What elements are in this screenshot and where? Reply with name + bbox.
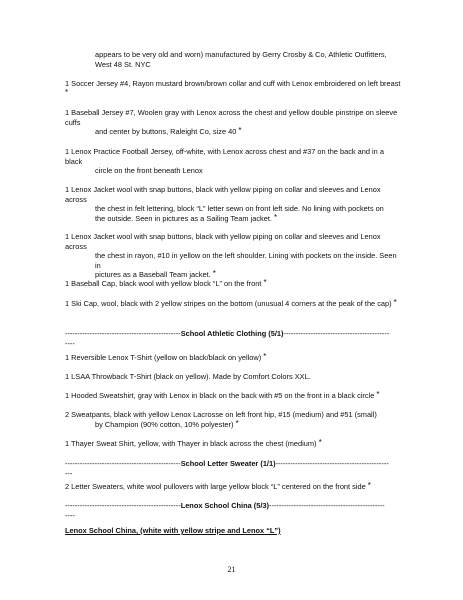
soccer-jersey-text: 1 Soccer Jersey #4, Rayon mustard brown/brown collar and cuff with Lenox embroidered on left breast	[65, 79, 401, 88]
page-number: 21	[227, 565, 236, 574]
section-title-athletic-clothing: School Athletic Clothing (5/1)	[180, 329, 284, 338]
separator-row	[65, 501, 401, 511]
separator-dashes-right: ----------------------------------------------	[275, 459, 389, 468]
thayer-text: 1 Thayer Sweat Shirt, yellow, with Thayer in black across the chest (medium)	[65, 439, 317, 448]
section-title-school-china: Lenox School China (5/3)	[180, 501, 269, 510]
tshirt-text: 1 Reversible Lenox T-Shirt (yellow on black/black on yellow)	[65, 353, 262, 362]
star-marker: *	[318, 438, 322, 447]
star-marker: *	[235, 418, 239, 428]
star-marker: *	[376, 390, 380, 399]
star-marker: *	[212, 269, 216, 279]
separator-dashes-tail: ----	[65, 510, 75, 520]
separator-dashes-tail: ----	[65, 338, 75, 348]
sailing-jacket-line-1: 1 Lenox Jacket wool with snap buttons, black with yellow piping on collar and sleeves and Lenox across	[65, 185, 381, 204]
baseball-jersey-entry	[65, 108, 401, 137]
baseball-jacket-entry	[65, 232, 401, 280]
sweatpants-line-2-text: by Champion (90% cotton, 10% polyester)	[95, 419, 234, 429]
football-jersey-line-1: 1 Lenox Practice Football Jersey, off-white, with Lenox across chest and #37 on the back and in a black	[65, 147, 384, 166]
star-marker: *	[393, 298, 397, 307]
separator-dashes-left: -----------------------------------------------	[65, 501, 181, 510]
football-jersey-line-2: circle on the front beneath Lenox	[95, 166, 203, 176]
baseball-jersey-line-2	[65, 127, 401, 137]
continuation-line-1: appears to be very old and worn) manufactured by Gerry Crosby & Co, Athletic Outfitters,	[95, 50, 387, 59]
sweatshirt-text: 1 Hooded Sweatshirt, gray with Lenox in black on the back with #5 on the front in a black circle	[65, 391, 375, 400]
letter-sweaters-entry	[65, 482, 401, 492]
sailing-jacket-line-3	[65, 214, 401, 224]
star-marker: *	[263, 278, 267, 287]
baseball-jersey-line-2-text: and center by buttons, Raleight Co, size 40	[95, 127, 237, 137]
section-title-letter-sweater: School Letter Sweater (1/1)	[180, 459, 276, 468]
ski-cap-text: 1 Ski Cap, wool, black with 2 yellow stripes on the bottom (unusual 4 corners at the peak of the cap)	[65, 299, 392, 308]
star-marker: *	[263, 352, 267, 361]
tshirt-entry	[65, 353, 401, 363]
throwback-text: 1 LSAA Throwback T-Shirt (black on yellow). Made by Comfort Colors XXL.	[65, 372, 311, 381]
star-marker: *	[65, 87, 69, 97]
china-subheading: Lenox School China, (white with yellow stripe and Lenox “L”)	[65, 526, 281, 535]
separator-dashes-left: -----------------------------------------------	[65, 329, 181, 338]
sailing-jacket-line-3-text: the outside. Seen in pictures as a Sailing Team jacket.	[95, 213, 272, 223]
continuation-line-2: West 48 St. NYC	[95, 59, 151, 69]
continuation-entry	[65, 50, 401, 69]
sweatpants-line-2	[65, 420, 401, 430]
football-jersey-entry	[65, 147, 401, 176]
separator-row	[65, 459, 401, 469]
thayer-entry	[65, 439, 401, 449]
sweatpants-entry	[65, 410, 401, 429]
baseball-jacket-line-2: the chest in rayon, #10 in yellow on the left shoulder. Lining with pockets on the inside. Seen in	[95, 251, 397, 270]
sweatpants-line-1: 2 Sweatpants, black with yellow Lenox Lacrosse on left front hip, #15 (medium) and #51 (small)	[65, 410, 377, 419]
separator-dashes-right: -------------------------------------------	[283, 329, 390, 338]
baseball-cap-text: 1 Baseball Cap, black wool with yellow block “L” on the front	[65, 279, 262, 288]
baseball-jacket-line-3-text: pictures as a Baseball Team jacket.	[95, 270, 211, 280]
china-heading-entry	[65, 526, 401, 536]
baseball-jacket-line-1: 1 Lenox Jacket wool with snap buttons, black with yellow piping on collar and sleeves and Lenox across	[65, 232, 381, 251]
section-separator-sweater	[65, 459, 401, 478]
star-marker: *	[238, 126, 242, 136]
star-marker: *	[274, 212, 278, 222]
sailing-jacket-entry	[65, 185, 401, 223]
section-separator-clothing	[65, 329, 401, 348]
sailing-jacket-line-2: the chest in felt lettering, block “L” letter sewn on front left side. No lining with pockets on	[95, 204, 384, 214]
baseball-cap-entry	[65, 279, 401, 289]
baseball-jersey-line-1: 1 Baseball Jersey #7, Woolen gray with Lenox across the chest and yellow double pinstripe on sleeve cuffs	[65, 108, 398, 127]
ski-cap-entry	[65, 299, 401, 309]
soccer-jersey-entry	[65, 79, 401, 98]
section-separator-china	[65, 501, 401, 520]
letter-sweaters-text: 2 Letter Sweaters, white wool pullovers with large yellow block “L” centered on the front side	[65, 482, 366, 491]
separator-row	[65, 329, 401, 339]
sweatshirt-entry	[65, 391, 401, 401]
separator-dashes-left: -----------------------------------------------	[65, 459, 181, 468]
separator-dashes-right: -----------------------------------------------	[268, 501, 385, 510]
star-marker: *	[367, 481, 371, 490]
throwback-entry	[65, 372, 401, 382]
separator-dashes-tail: ---	[65, 468, 73, 478]
